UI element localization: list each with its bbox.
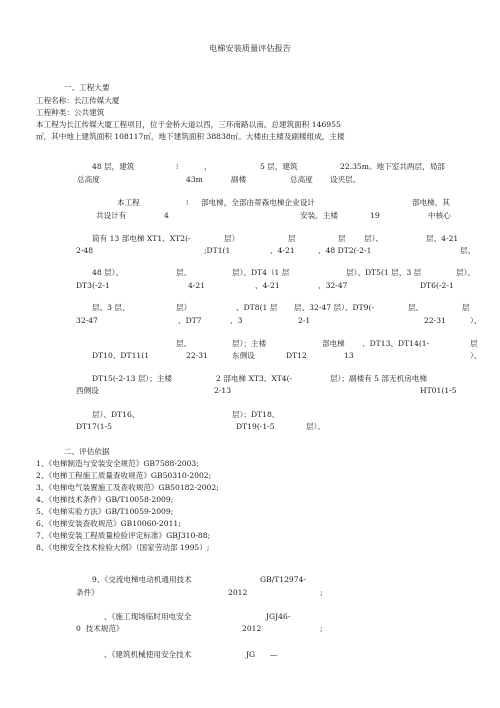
text-fragment: 2 部电梯 XT3、XT4(- xyxy=(216,374,293,383)
text-fragment: ; xyxy=(320,588,323,597)
text-fragment: DT12 xyxy=(286,351,307,360)
text-fragment: 中核心 xyxy=(428,211,451,220)
text-fragment: 43m xyxy=(186,175,203,184)
text-fragment: 筒有 13 部电梯 XT1、XT2(- xyxy=(92,234,191,243)
text-fragment: 部电梯，其 xyxy=(412,198,450,207)
text-fragment: 4 xyxy=(164,211,169,220)
text-fragment: DT10、DT11(1 xyxy=(92,351,150,360)
text-fragment: ⁝ xyxy=(176,162,179,171)
text-fragment: 4-21 xyxy=(188,281,206,290)
text-fragment: 22.35m。地下室共两层，局部 xyxy=(340,162,445,171)
text-fragment: 层、 xyxy=(460,246,476,255)
text-fragment: 层 xyxy=(338,234,346,243)
reference-item: 8、《电梯安全技术检验大纲》（国家劳动部 1995）; xyxy=(36,543,210,552)
text-fragment: 、《建筑机械使用安全技术 xyxy=(104,650,192,659)
text-fragment: 48 层）、 xyxy=(92,268,124,277)
text-fragment: ⁝ xyxy=(186,198,189,207)
text-fragment: DT3(-2-1 xyxy=(76,281,110,290)
text-fragment: 0 技术规范》 xyxy=(76,624,124,633)
text-fragment: GB/T12974- xyxy=(260,575,306,584)
section-heading: 二、评估依据 xyxy=(64,447,110,456)
text-fragment: JGJ46- xyxy=(266,612,291,621)
reference-item: 3、《电梯电气装置施工及查收规范》GB50182-2002; xyxy=(36,483,219,492)
text-fragment: 2-48 xyxy=(76,246,94,255)
text-fragment: DT15(-2-13 层）；主楼 xyxy=(92,374,172,383)
reference-item: 1、《电梯制造与安装安全规范》GB7588-2003; xyxy=(36,459,199,468)
text-fragment: 层） xyxy=(176,303,192,312)
text-fragment: 层）、DT5(1 层、3 层 xyxy=(346,268,422,277)
text-fragment: 层）；副楼有 5 部无机房电梯 xyxy=(330,374,427,383)
text-fragment: 、DT7 xyxy=(178,316,202,325)
text-fragment: 层 xyxy=(462,303,470,312)
text-fragment: 13 xyxy=(344,351,354,360)
text-fragment: 2-1 xyxy=(298,316,311,325)
text-fragment: 5 层，建筑 xyxy=(260,162,298,171)
text-fragment: 条件》 xyxy=(76,588,99,597)
text-fragment: DT17(1-5 xyxy=(76,422,113,431)
text-fragment: 总高度 xyxy=(77,175,100,184)
text-fragment: 9、《交流电梯电动机通用技术 xyxy=(92,575,192,584)
text-fragment: DT6(-2-1 xyxy=(420,281,454,290)
text-fragment: 层 xyxy=(288,234,296,243)
text-fragment: 、4-21 xyxy=(270,246,295,255)
text-fragment: ; xyxy=(320,624,323,633)
text-fragment: 设夹层。 xyxy=(330,175,361,184)
text-fragment: ）、 xyxy=(470,351,482,360)
text-fragment: 2012 xyxy=(228,588,248,597)
text-fragment: 22-31 xyxy=(424,316,446,325)
text-fragment: ）、 xyxy=(470,316,482,325)
reference-item: 7、《电梯安装工程质量检验评定标准》GBJ310-88; xyxy=(36,531,211,540)
text-fragment: 共设计有 xyxy=(96,211,127,220)
text-fragment: 层、4-21 xyxy=(426,234,459,243)
text-fragment: 东侧设 xyxy=(232,351,255,360)
text-fragment: 副楼 xyxy=(231,175,247,184)
text-fragment: 19 xyxy=(370,211,380,220)
text-fragment: HT01(1-5 xyxy=(420,386,457,395)
text-fragment: 层）、 xyxy=(456,268,475,277)
text-fragment: — xyxy=(270,650,278,659)
text-fragment: ， xyxy=(204,162,212,171)
project-type-line: 工程种类：公共建筑 xyxy=(36,108,105,117)
text-fragment: 总高度 xyxy=(290,175,313,184)
text-fragment: 层）、DT16、 xyxy=(92,410,140,419)
text-fragment: 层、3 层、 xyxy=(92,303,130,312)
text-fragment: 层、 xyxy=(176,268,192,277)
text-fragment: 、《施工现场临时用电安全 xyxy=(104,612,192,621)
text-fragment: 层）。 xyxy=(306,422,325,431)
text-fragment: 层、 xyxy=(176,339,192,348)
text-fragment: 部电梯，全部由蒂森电梯企业设计 xyxy=(201,198,315,207)
text-fragment: 、DT8(1 层 xyxy=(236,303,278,312)
text-fragment: 32-47 xyxy=(76,316,98,325)
text-fragment: 层、32-47 层）、DT9(- xyxy=(294,303,374,312)
text-fragment: 、3 xyxy=(230,316,243,325)
text-fragment: 、48 DT2(-2-1 xyxy=(318,246,372,255)
text-fragment: JG xyxy=(246,650,256,659)
text-fragment: 、4-21 xyxy=(255,281,280,290)
text-fragment: 层）；主楼 xyxy=(232,339,267,348)
text-fragment: 层） xyxy=(224,234,240,243)
section-heading: 一、工程大要 xyxy=(64,83,110,92)
body-line: ㎡，其中地上建筑面积 108117㎡，地下建筑面积 38838㎡。大楼由主楼及副楼组成，主楼 xyxy=(36,132,345,141)
text-fragment: 、32-47 xyxy=(318,281,348,290)
reference-item: 6、《电梯安装查收规范》GB10060-2011; xyxy=(36,519,181,528)
text-fragment: 、DT13、DT14(1- xyxy=(362,339,430,348)
text-fragment: 2-13 xyxy=(214,386,232,395)
text-fragment: 2012 xyxy=(242,624,262,633)
text-fragment: 层）、DT4（1 层 xyxy=(232,268,290,277)
text-fragment: 层、 xyxy=(408,303,424,312)
document-title: 电梯安装质量评估报告 xyxy=(209,43,291,53)
text-fragment: ;DT1(1 xyxy=(204,246,231,255)
body-line: 本工程为长江传媒大厦工程项目，位于金桥大道以西，三环南路以南。总建筑面积 146955 xyxy=(36,120,341,129)
text-fragment: DT19(-1-5 xyxy=(236,422,275,431)
text-fragment: 本工程 xyxy=(117,198,140,207)
reference-item: 5、《电梯实验方法》GB/T10059-2009; xyxy=(36,507,174,516)
text-fragment: 层）；DT18、 xyxy=(232,410,280,419)
reference-item: 4、《电梯技术条件》GB/T10058-2009; xyxy=(36,495,174,504)
text-fragment: 部电梯 xyxy=(322,339,345,348)
text-fragment: 48 层，建筑 xyxy=(92,162,135,171)
project-name-line: 工程名称：长江传媒大厦 xyxy=(36,96,120,105)
text-fragment: 22-31 xyxy=(186,351,208,360)
text-fragment: 层）、 xyxy=(364,234,383,243)
reference-item: 2、《电梯工程施工质量查收规范》GB50310-2002; xyxy=(36,471,212,480)
text-fragment: 安装。主楼 xyxy=(300,211,338,220)
text-fragment: 层 xyxy=(470,339,478,348)
text-fragment: 西侧设 xyxy=(76,386,99,395)
